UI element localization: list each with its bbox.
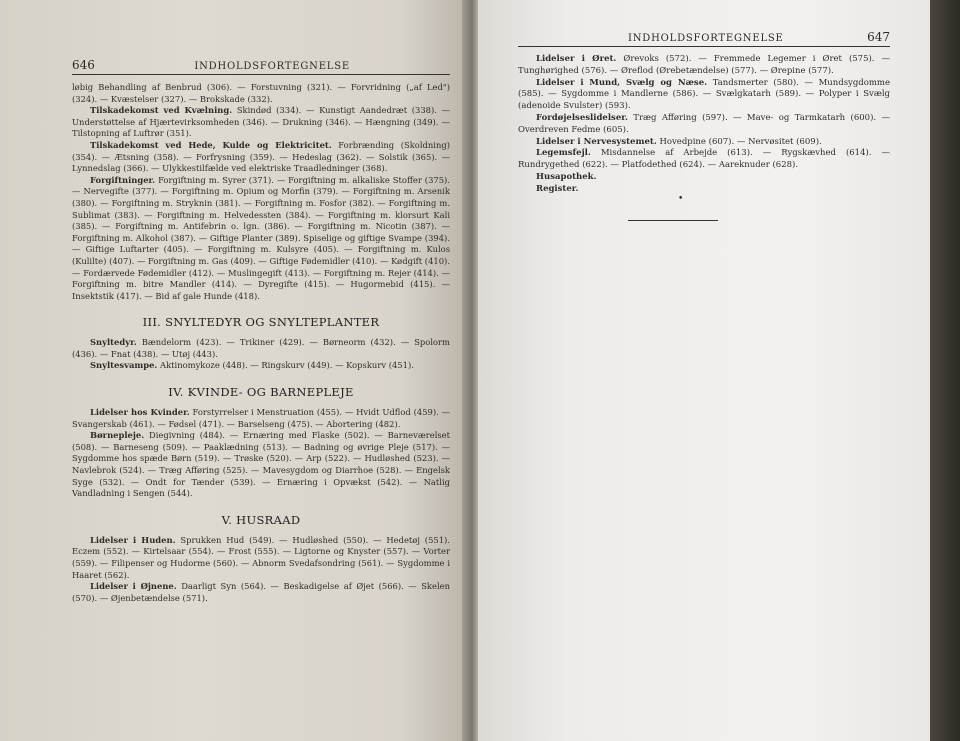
entry-snyltesvampe xyxy=(72,360,450,372)
entry-kvinder xyxy=(72,407,450,430)
right-page xyxy=(478,0,930,741)
entry-forgiftninger xyxy=(72,175,450,303)
entry-text: Ørevoks (572). — Fremmede Legemer i Øret (575). — Tunghørighed (576). — Øreflod (Ørebetændelse) (577). — Ørepine (577). xyxy=(518,54,890,76)
intro-paragraph: løbig Behandling af Benbrud (306). — Forstuvning (321). — Forvridning („af Led") (324). — Kvæstelser (327). — Brokskade (332). xyxy=(72,82,450,104)
entry-text: Diegivning (484). — Ernæring med Flaske (502). — Barneværelset (508). — Barneseng (509). — Paaklædning (513). — Badning og øvrige Pleje (517). — Sygdomme hos spæde Børn (519). — Trøske (520). — Arp (522). — Hudløshed (523). — Navlebrok (524). — Træg Afføring (525). — Mavesygdom og Diarrhoe (528). — Engelsk Syge (532). — Ondt for Tænder (539). — Ernæring i Opvækst (542). — Natlig Vandladning i Sengen (544). xyxy=(72,430,450,499)
entry-oejnene xyxy=(72,581,450,604)
left-header xyxy=(72,58,450,75)
entry-title: Tilskadekomst ved Kvælning. xyxy=(90,105,233,116)
entry-title: Snyltedyr. xyxy=(90,337,137,348)
entry-huden xyxy=(72,535,450,581)
entry-title: Børnepleje. xyxy=(90,430,145,441)
entry-title: Lidelser i Mund, Svælg og Næse. xyxy=(536,77,708,88)
entry-text: Hovedpine (607). — Nervøsitet (609). xyxy=(656,136,822,147)
entry-text: Skindød (334). — Kunstigt Aandedræt (338). — Understøttelse af Hjærtevirksomheden (346). — Drukning (346). — Hængning (349). — Tilstopning af Luftrør (351). xyxy=(72,105,450,139)
entry-text: Daarligt Syn (564). — Beskadigelse af Øjet (566). — Skelen (570). — Øjenbetændelse (571). xyxy=(72,581,450,603)
left-page-number: 646 xyxy=(72,58,95,72)
entry-text: Tandsmerter (580). — Mundsygdomme (585). — Sygdomme i Mandlerne (586). — Svælgkatarh (589). — Polyper i Svælg (adenoide Svulster) (593). xyxy=(518,77,891,112)
entry-oeret xyxy=(518,54,890,78)
entry-title: Forgiftninger. xyxy=(90,174,156,185)
entry-mund-svaelg xyxy=(518,78,890,113)
left-page xyxy=(0,0,470,741)
end-mark: • xyxy=(678,193,684,204)
end-rule xyxy=(628,220,718,221)
entry-title: Register. xyxy=(536,183,579,194)
entry-text: Forgiftning m. Syrer (371). — Forgiftning m. alkaliske Stoffer (375). — Nervegifte (377). — Forgiftning m. Opium og Morfin (379). — Forgiftning m. Arsenik (380). — Forgiftning m. Stryknin (381). — Forgiftning m. Fosfor (382). — Forgiftning m. Sublimat (383). — Forgiftning m. Helvedessten (384). — Forgiftning m. klorsurt Kali (385). — Forgiftning m. Antifebrin o. lgn. (386). — Forgiftning m. Nicotin (387). — Forgiftning m. Alkohol (387). — Giftige Planter (389). Spiselige og giftige Svampe (394). — Giftige Luftarter (405). — Forgiftning m. Kulsyre (405). — Forgiftning m. Kulos (Kulilte) (407). — Forgiftning m. Gas (409). — Giftige Fødemidler (410). — Kødgift (410). — Fordærvede Fødemidler (412). — Muslingegift (413). — Forgiftning m. Rejer (414). — Forgiftning m. bitre Mandler (414). — Dyregifte (415). — Hugormebid (415). — Insektstik (417). — Bid af gale Hunde (418). xyxy=(72,174,450,301)
entry-title: Tilskadekomst ved Hede, Kulde og Elektricitet. xyxy=(90,139,332,150)
entry-title: Lidelser i Øret. xyxy=(536,54,617,64)
entry-title: Husapothek. xyxy=(536,171,597,182)
entry-title: Legemsfejl. xyxy=(536,148,591,159)
entry-hede-kulde xyxy=(72,140,450,175)
background-edge xyxy=(930,0,960,741)
left-running-head: INDHOLDSFORTEGNELSE xyxy=(194,61,350,72)
right-page-number: 647 xyxy=(867,30,890,44)
entry-text: Bændelorm (423). — Trikiner (429). — Børneorm (432). — Spolorm (436). — Fnat (438). — Utøj (443). xyxy=(72,337,450,359)
entry-title: Lidelser i Huden. xyxy=(90,534,176,545)
section-3-title: III. SNYLTEDYR OG SNYLTEPLANTER xyxy=(142,315,380,330)
section-4-title: IV. KVINDE- OG BARNEPLEJE xyxy=(168,385,354,400)
entry-text: Sprukken Hud (549). — Hudløshed (550). — Hedetøj (551). Eczem (552). — Kirtelsaar (554). — Frost (555). — Ligtorne og Knyster (557). — Vorter (559). — Filipenser og Hudorme (560). — Abnorm Svedafsondring (561). — Sygdomme i Haaret (562). xyxy=(72,534,450,580)
section-5-title: V. HUSRAAD xyxy=(221,512,301,527)
entry-text: Træg Afføring (597). — Mave- og Tarmkatarh (600). — Overdreven Fedme (605). xyxy=(518,112,890,135)
entry-title: Lidelser i Nervesystemet. xyxy=(536,136,657,147)
entry-text: Misdannelse af Arbejde (613). — Rygskævhed (614). — Rundrygethed (622). — Platfodethed (624). — Aareknuder (628). xyxy=(518,148,890,171)
entry-title: Lidelser i Øjnene. xyxy=(90,581,177,592)
entry-legemsfejl xyxy=(518,148,890,172)
entry-nervesystemet xyxy=(518,137,890,149)
entry-kvaelning xyxy=(72,105,450,140)
entry-husapothek xyxy=(518,172,890,184)
entry-title: Lidelser hos Kvinder. xyxy=(90,407,190,418)
entry-text: Forbrænding (Skoldning) (354). — Ætsning (358). — Forfrysning (359). — Hedeslag (362). — Solstik (365). — Lynnedslag (366). — Ulykkestilfælde ved elektriske Traadledninger (368). xyxy=(72,139,450,174)
right-header xyxy=(518,30,890,47)
entry-title: Snyltesvampe. xyxy=(90,360,158,371)
entry-text: Aktinomykoze (448). — Ringskurv (449). — Kopskurv (451). xyxy=(157,360,414,371)
entry-fordoejelse xyxy=(518,113,890,137)
entry-boernepleje xyxy=(72,430,450,500)
right-running-head: INDHOLDSFORTEGNELSE xyxy=(628,33,784,44)
entry-snyltedyr xyxy=(72,337,450,360)
entry-text: Forstyrrelser i Menstruation (455). — Hvidt Udflod (459). — Svangerskab (461). — Fødsel (471). — Barselseng (475). — Abortering (482). xyxy=(72,407,450,429)
entry-title: Fordøjelseslidelser. xyxy=(536,112,628,123)
